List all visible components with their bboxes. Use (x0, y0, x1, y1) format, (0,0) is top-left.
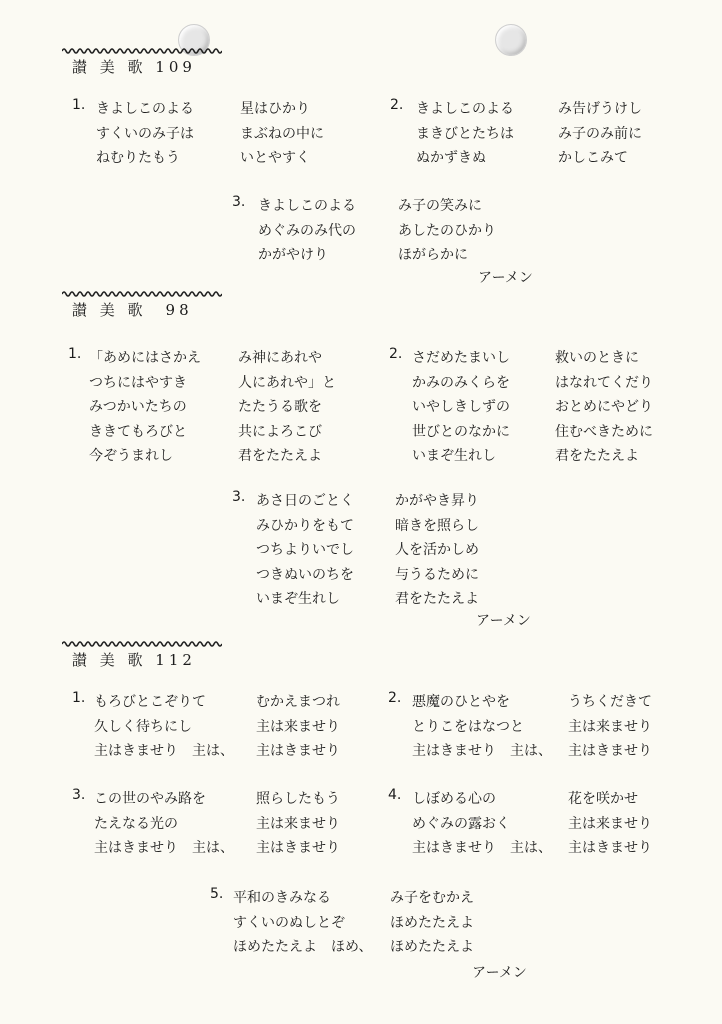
verse-right-column (240, 97, 324, 171)
verse-right-column (256, 690, 340, 764)
amen-line: アーメン (478, 270, 533, 286)
lyric-line: みつかいたちの (89, 399, 187, 415)
verse-left-column (416, 97, 514, 171)
verse-number: 1. (72, 690, 86, 706)
lyric-line: かがやき昇り (395, 493, 479, 509)
lyric-line: 主は来ませり (568, 718, 652, 735)
punch-hole-right (495, 24, 527, 56)
lyric-line: あしたのひかり (398, 222, 496, 239)
lyric-line: すくいのみ子は (96, 125, 194, 142)
lyric-line: ほがらかに (398, 247, 468, 263)
lyric-line: しぼめる心の (412, 791, 496, 807)
verse-right-column (395, 489, 479, 612)
lyric-line: いとやすく (240, 150, 310, 166)
lyric-line: うちくだきて (568, 694, 652, 710)
hymn-title: 讃 美 歌 112 (72, 651, 196, 669)
verse-left-column (412, 690, 552, 764)
lyric-line: 主はきませり (256, 840, 340, 856)
lyric-line: おとめにやどり (555, 399, 653, 415)
verse-number: 1. (68, 346, 82, 362)
lyric-line: かがやけり (258, 247, 328, 263)
lyric-line: つちにはやすき (89, 374, 187, 391)
lyric-line: かみのみくらを (412, 374, 510, 391)
lyric-line: ききてもろびと (89, 423, 187, 440)
verse-left-column (233, 886, 372, 960)
lyric-line: 照らしたもう (256, 791, 340, 807)
lyric-line: きよしこのよる (96, 101, 194, 117)
lyric-line: 共によろこび (238, 423, 322, 440)
lyric-line: つちよりいでし (256, 542, 354, 558)
lyric-line: 主は来ませり (256, 718, 340, 735)
wavy-rule (62, 640, 222, 648)
lyric-line: 住むべきために (555, 423, 653, 440)
lyric-line: 主はきませり 主は、 (94, 840, 234, 856)
lyric-line: み神にあれや (238, 350, 322, 366)
lyric-line: あさ日のごとく (256, 493, 354, 509)
lyric-line: 君をたたえよ (555, 448, 639, 464)
lyric-line: 久しく待ちにし (94, 718, 192, 735)
verse-left-column (89, 346, 201, 469)
lyric-line: はなれてくだり (555, 374, 653, 391)
lyric-line: まきびとたちは (416, 125, 514, 142)
verse-left-column (256, 489, 354, 612)
lyric-line: たえなる光の (94, 815, 178, 832)
verse-left-column (258, 194, 356, 268)
amen-line: アーメン (476, 613, 531, 629)
verse-number: 2. (389, 346, 403, 362)
amen-line: アーメン (472, 965, 527, 981)
lyric-line: 主はきませり 主は、 (94, 743, 234, 759)
lyric-line: 救いのときに (555, 350, 639, 366)
lyric-line: この世のやみ路を (94, 791, 206, 807)
verse-right-column (568, 690, 652, 764)
lyric-line: 君をたたえよ (238, 448, 322, 464)
lyric-line: 人を活かしめ (395, 542, 479, 558)
lyric-line: 主はきませり 主は、 (412, 840, 552, 856)
verse-number: 2. (388, 690, 402, 706)
lyric-line: とりこをはなつと (412, 718, 524, 735)
lyric-line: むかえまつれ (256, 694, 340, 710)
lyric-line: 暗きを照らし (395, 517, 479, 534)
verse-right-column (555, 346, 653, 469)
verse-right-column (568, 787, 652, 861)
verse-right-column (398, 194, 496, 268)
verse-number: 1. (72, 97, 86, 113)
lyric-line: ほめたたえよ (390, 939, 474, 955)
lyric-line: ほめたたえよ (390, 914, 474, 931)
lyric-line: つきぬいのちを (256, 566, 354, 583)
verse-left-column (94, 787, 234, 861)
verse-number: 3. (232, 489, 246, 505)
lyric-line: 主はきませり (568, 840, 652, 856)
hymn-title: 讃 美 歌 109 (72, 58, 196, 76)
lyric-line: 悪魔のひとやを (412, 694, 510, 710)
lyric-line: み子をむかえ (390, 890, 474, 906)
verse-right-column (238, 346, 336, 469)
lyric-line: 星はひかり (240, 101, 310, 117)
verse-number: 4. (388, 787, 402, 803)
lyric-line: 主は来ませり (568, 815, 652, 832)
verse-left-column (94, 690, 234, 764)
lyric-line: 主はきませり (256, 743, 340, 759)
verse-left-column (412, 787, 552, 861)
lyric-line: きよしこのよる (416, 101, 514, 117)
lyric-line: 与うるために (395, 566, 479, 583)
wavy-rule (62, 290, 222, 298)
verse-number: 3. (232, 194, 246, 210)
lyric-line: いやしきしずの (412, 399, 510, 415)
lyric-line: 世びとのなかに (412, 423, 510, 440)
lyric-line: み子の笑みに (398, 198, 482, 214)
lyric-line: めぐみのみ代の (258, 222, 356, 239)
verse-right-column (558, 97, 642, 171)
verse-number: 5. (210, 886, 224, 902)
lyric-line: ねむりたもう (96, 150, 180, 166)
lyric-line: み告げうけし (558, 101, 642, 117)
lyric-line: たたうる歌を (238, 399, 322, 415)
lyric-line: 平和のきみなる (233, 890, 331, 906)
lyric-line: ほめたたえよ ほめ、 (233, 939, 373, 955)
lyric-line: めぐみの露おく (412, 815, 510, 832)
lyric-line: いまぞ生れし (256, 591, 340, 607)
lyric-line: すくいのぬしとぞ (233, 914, 345, 931)
wavy-rule (62, 47, 222, 55)
lyric-line: み子のみ前に (558, 125, 642, 142)
lyric-line: 花を咲かせ (568, 791, 638, 807)
lyric-line: かしこみて (558, 150, 628, 166)
lyric-line: もろびとこぞりて (94, 694, 206, 710)
lyric-line: 今ぞうまれし (89, 448, 173, 464)
lyric-line: 「あめにはさかえ (89, 350, 201, 366)
lyric-line: ぬかずきぬ (416, 150, 486, 166)
lyric-line: きよしこのよる (258, 198, 356, 214)
lyric-line: まぶねの中に (240, 125, 324, 142)
lyric-line: 主はきませり (568, 743, 652, 759)
lyric-line: 主は来ませり (256, 815, 340, 832)
lyric-line: さだめたまいし (412, 350, 510, 366)
verse-left-column (96, 97, 194, 171)
lyric-line: 主はきませり 主は、 (412, 743, 552, 759)
verse-number: 3. (72, 787, 86, 803)
verse-left-column (412, 346, 510, 469)
verse-right-column (256, 787, 340, 861)
lyric-line: 人にあれや」と (238, 374, 336, 391)
verse-number: 2. (390, 97, 404, 113)
hymn-title: 讃 美 歌 98 (72, 301, 193, 319)
lyric-line: 君をたたえよ (395, 591, 479, 607)
lyric-line: みひかりをもて (256, 517, 354, 534)
verse-right-column (390, 886, 474, 960)
lyric-line: いまぞ生れし (412, 448, 496, 464)
